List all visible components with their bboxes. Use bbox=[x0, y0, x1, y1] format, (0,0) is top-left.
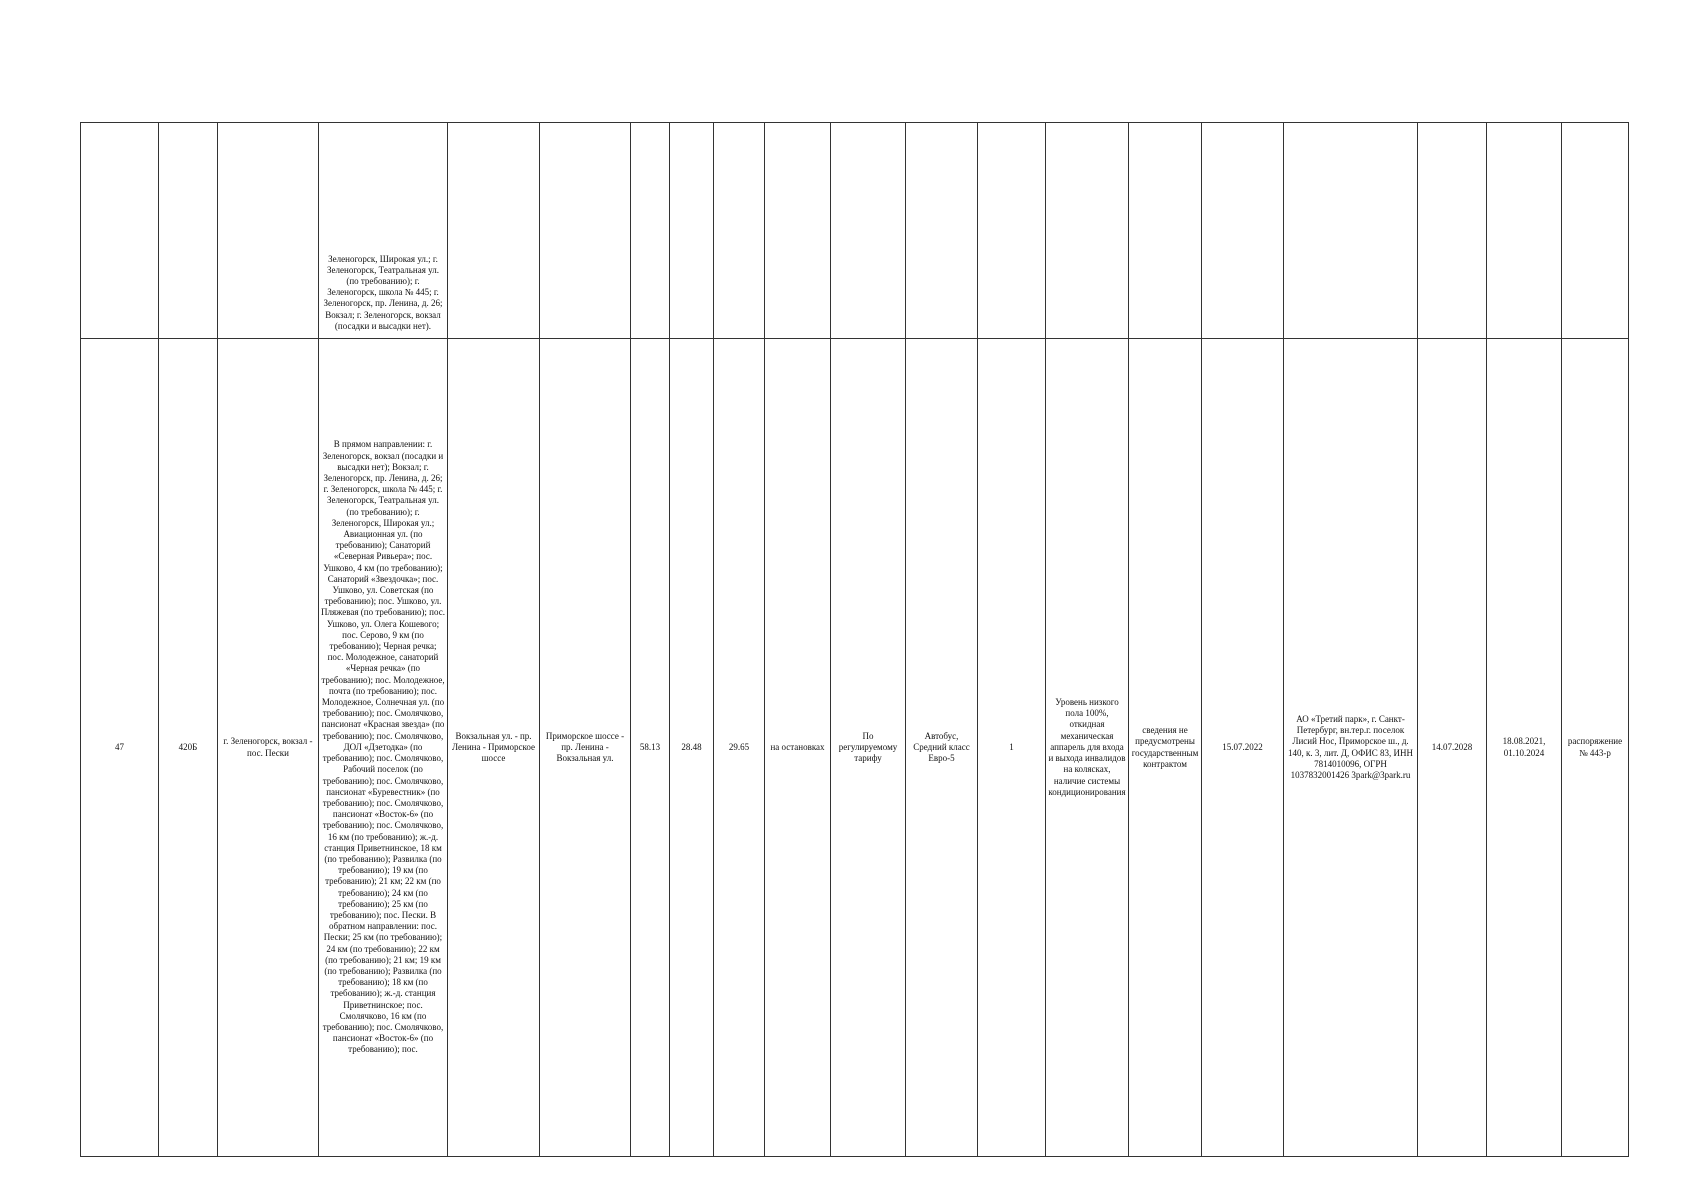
cell-carrier bbox=[1284, 123, 1418, 339]
cell-fare-type bbox=[831, 123, 906, 339]
cell-vehicle: Автобус, Средний класс Евро-5 bbox=[906, 339, 978, 1157]
cell-length-backward bbox=[714, 123, 765, 339]
cell-stop-order bbox=[765, 123, 831, 339]
cell-route-number: 420Б bbox=[159, 339, 218, 1157]
cell-stops: Зеленогорск, Широкая ул.; г. Зеленогорск, Театральная ул. (по требованию); г. Зеленогорск, школа № 445; г. Зеленогорск, пр. Ленина, д. 26; Вокзал; г. Зеленогорск, вокзал (посадки и высадки нет). bbox=[319, 123, 448, 339]
cell-route-number bbox=[159, 123, 218, 339]
cell-fare-type: По регулируемому тарифу bbox=[831, 339, 906, 1157]
table-row bbox=[81, 123, 1629, 339]
cell-contract-info: сведения не предусмотрены государственным контрактом bbox=[1129, 339, 1202, 1157]
cell-vehicle-features: Уровень низкого пола 100%, откидная механическая аппарель для входа и выхода инвалидов на колясках, наличие системы кондиционирования bbox=[1046, 339, 1129, 1157]
cell-streets-backward bbox=[540, 123, 631, 339]
cell-streets-backward: Приморское шоссе - пр. Ленина - Вокзальная ул. bbox=[540, 339, 631, 1157]
cell-start-date bbox=[1202, 123, 1284, 339]
cell-streets-forward bbox=[448, 123, 540, 339]
cell-length-total bbox=[631, 123, 670, 339]
cell-change-dates bbox=[1487, 123, 1562, 339]
cell-number bbox=[81, 123, 159, 339]
cell-stops: В прямом направлении: г. Зеленогорск, вокзал (посадки и высадки нет); Вокзал; г. Зеленогорск, пр. Ленина, д. 26; г. Зеленогорск, школа № 445; г. Зеленогорск, Театральная ул. (по требованию); г. Зеленогорск, Широкая ул.; Авиационная ул. (по требованию); Санаторий «Северная Ривьера»; пос. Ушково, 4 км (по требованию); Санаторий «Звездочка»; пос. Ушково, ул. Советская (по требованию); пос. Ушково, ул. Пляжевая (по требованию); пос. Ушково, ул. Олега Кошевого; пос. Серово, 9 км (по требованию); Черная речка; пос. Молодежное, санаторий «Черная речка» (по требованию); пос. Молодежное, почта (по требованию); пос. Молодежное, Солнечная ул. (по требованию); пос. Смолячково, пансионат «Красная звезда» (по требованию); пос. Смолячково, ДОЛ «Дзетодка» (по требованию); пос. Смолячково, Рабочий поселок (по требованию); пос. Смолячково, пансионат «Буревестник» (по требованию); пос. Смолячково, пансионат «Восток-6» (по требованию); пос. Смолячково, 16 км (по требованию); ж.-д. станция Приветнинское, 18 км (по требованию); Развилка (по требованию); 19 км (по требованию); 21 км; 22 км (по требованию); 24 км (по требованию); 25 км (по требованию); пос. Пески. В обратном направлении: пос. Пески; 25 км (по требованию); 24 км (по требованию); 22 км (по требованию); 21 км; 19 км (по требованию); Развилка (по требованию); 18 км (по требованию); ж.-д. станция Приветнинское; пос. Смолячково, 16 км (по требованию); пос. Смолячково, пансионат «Восток-6» (по требованию); пос. bbox=[319, 339, 448, 1157]
cell-carrier: АО «Третий парк», г. Санкт-Петербург, вн.тер.г. поселок Лисий Нос, Приморское ш., д. 140, к. 3, лит. Д, ОФИС 83, ИНН 7814010096, ОГРН 1037832001426 3park@3park.ru bbox=[1284, 339, 1418, 1157]
cell-length-total: 58.13 bbox=[631, 339, 670, 1157]
cell-route-name bbox=[218, 123, 319, 339]
cell-vehicle-count bbox=[978, 123, 1046, 339]
cell-length-forward: 28.48 bbox=[670, 339, 714, 1157]
cell-number: 47 bbox=[81, 339, 159, 1157]
cell-end-date bbox=[1418, 123, 1487, 339]
cell-streets-forward: Вокзальная ул. - пр. Ленина - Приморское шоссе bbox=[448, 339, 540, 1157]
table-row bbox=[81, 339, 1629, 1157]
cell-stop-order: на остановках bbox=[765, 339, 831, 1157]
cell-length-backward: 29.65 bbox=[714, 339, 765, 1157]
cell-start-date: 15.07.2022 bbox=[1202, 339, 1284, 1157]
cell-document bbox=[1562, 123, 1629, 339]
route-registry-table bbox=[80, 122, 1629, 1157]
cell-contract-info bbox=[1129, 123, 1202, 339]
cell-vehicle-features bbox=[1046, 123, 1129, 339]
cell-route-name: г. Зеленогорск, вокзал - пос. Пески bbox=[218, 339, 319, 1157]
cell-vehicle-count: 1 bbox=[978, 339, 1046, 1157]
cell-end-date: 14.07.2028 bbox=[1418, 339, 1487, 1157]
cell-vehicle bbox=[906, 123, 978, 339]
cell-change-dates: 18.08.2021, 01.10.2024 bbox=[1487, 339, 1562, 1157]
cell-length-forward bbox=[670, 123, 714, 339]
cell-document: распоряжение № 443-р bbox=[1562, 339, 1629, 1157]
